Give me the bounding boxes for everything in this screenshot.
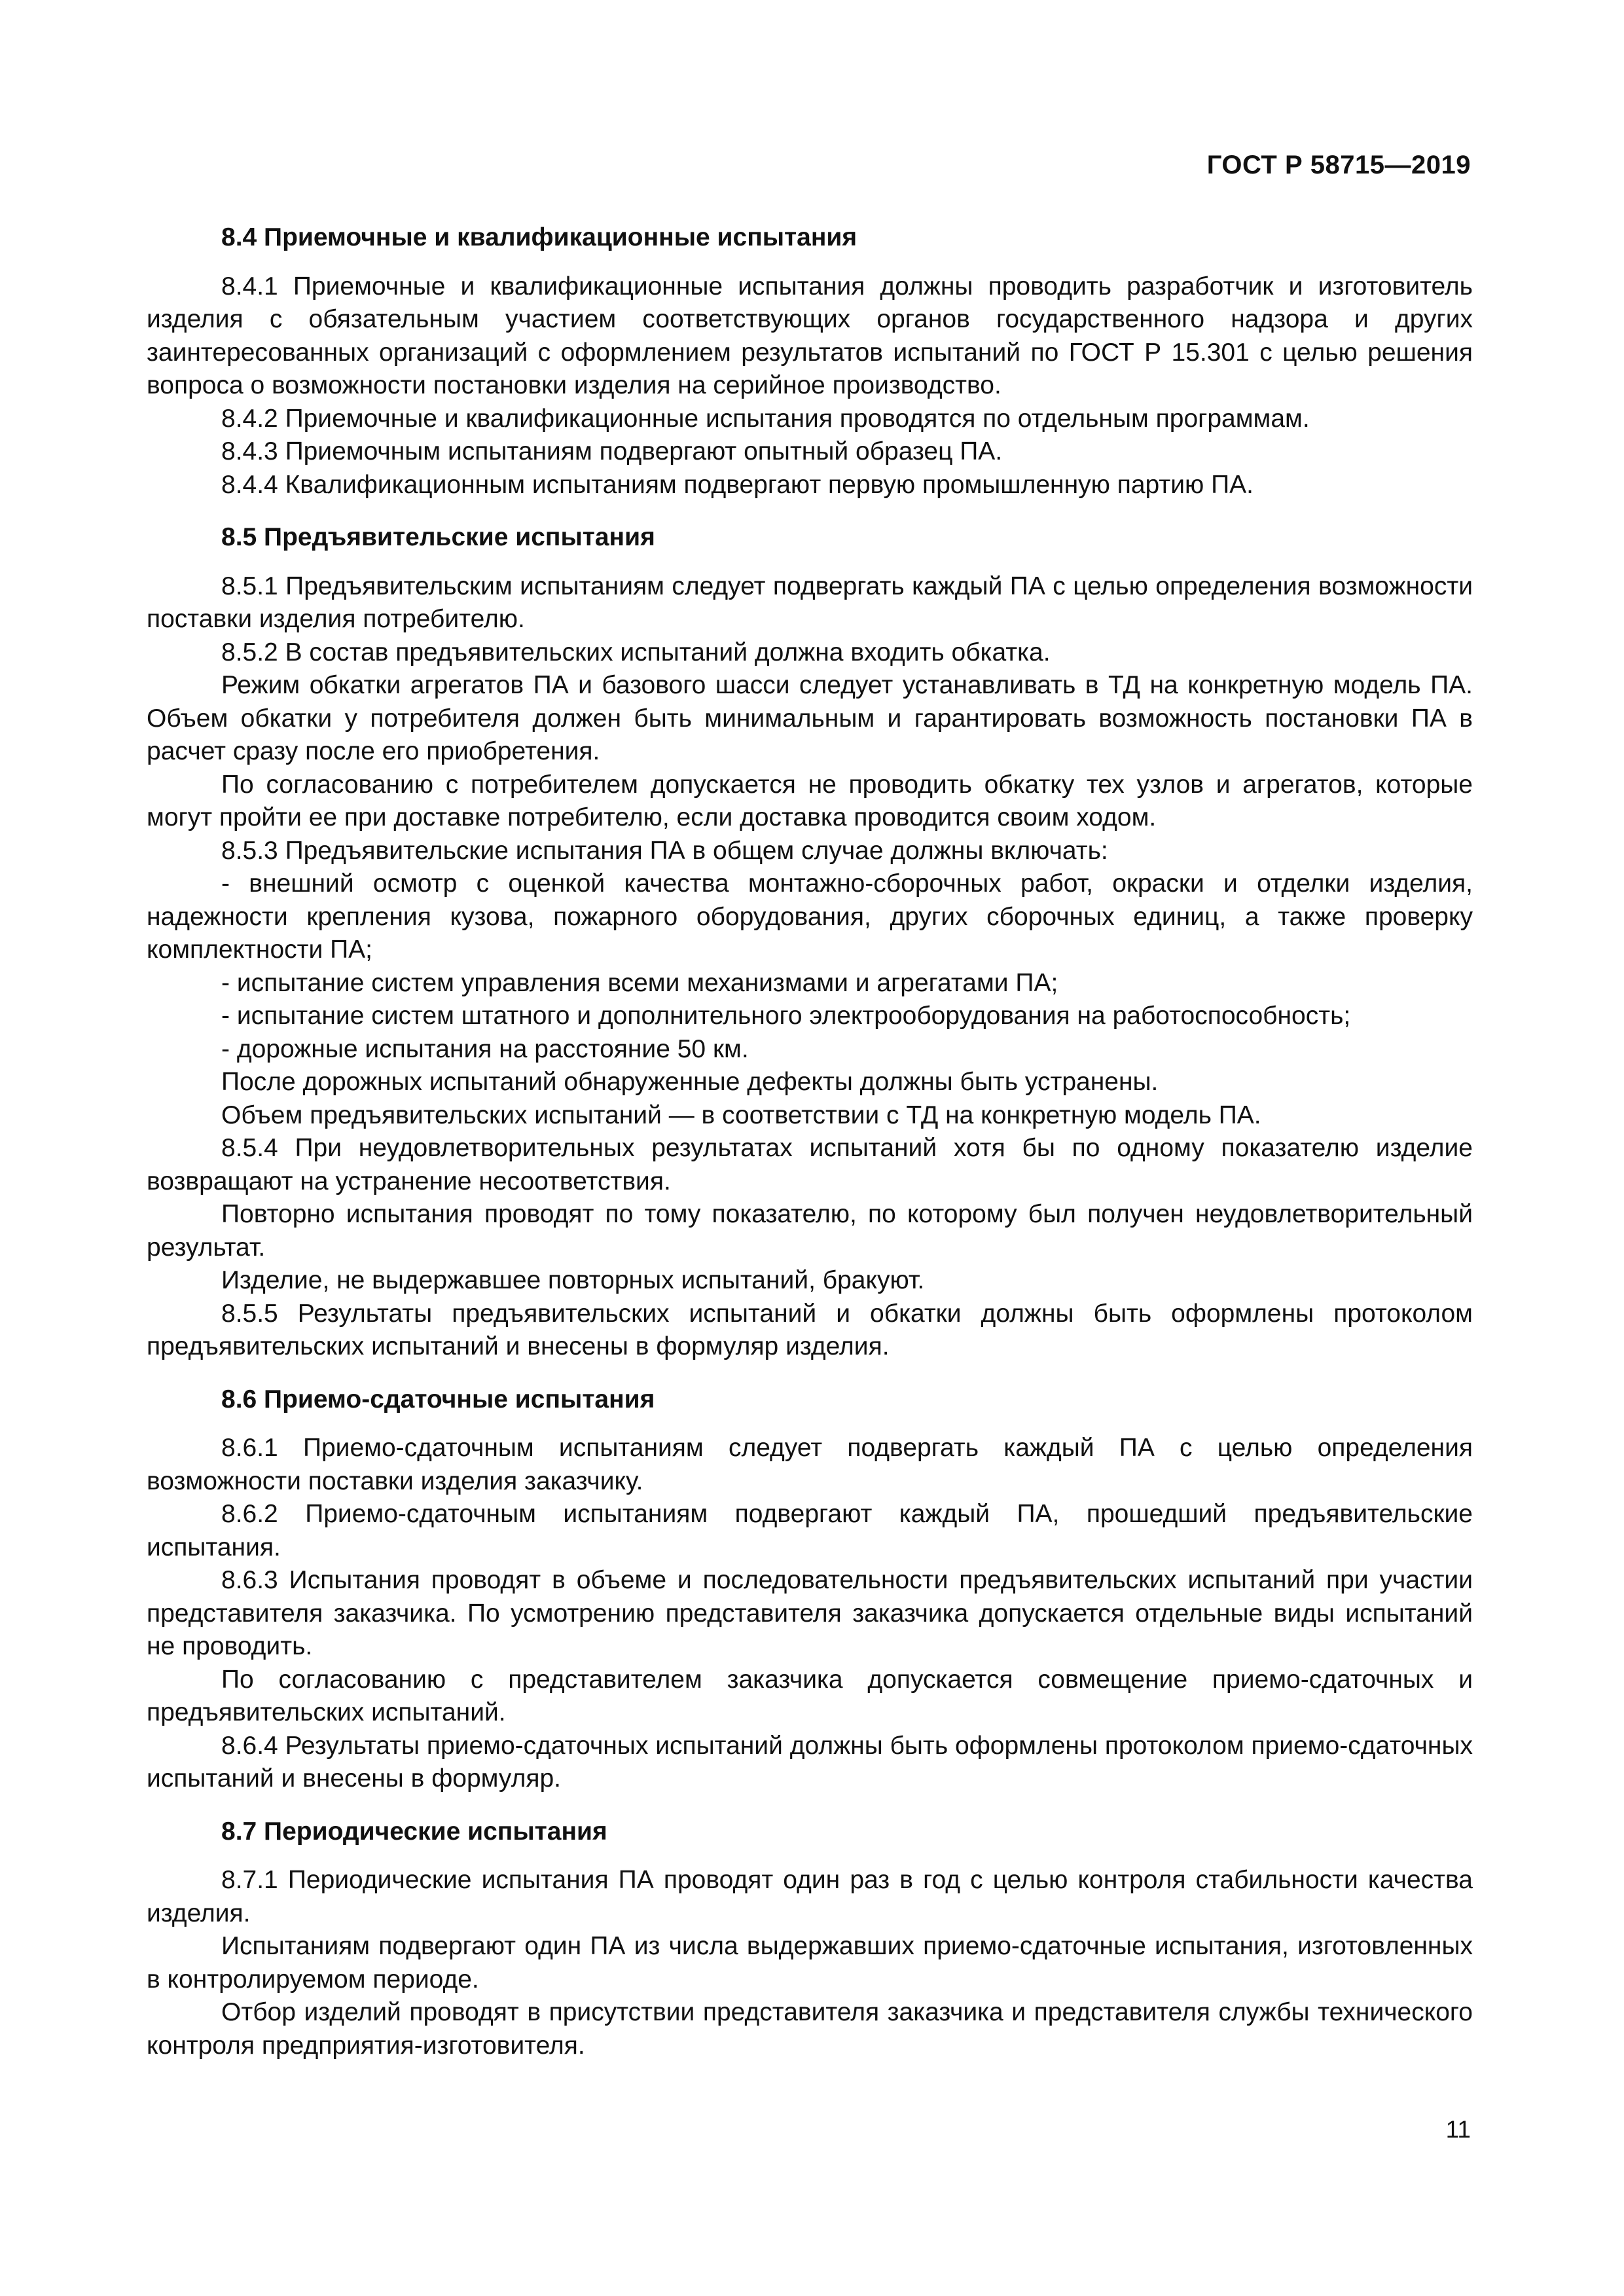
paragraph: Изделие, не выдержавшее повторных испытаний, бракуют. bbox=[221, 1266, 925, 1294]
document-body bbox=[147, 221, 1473, 2062]
list-item: - испытание систем управления всеми механизмами и агрегатами ПА; bbox=[221, 968, 1058, 997]
paragraph: Отбор изделий проводят в присутствии представителя заказчика и представителя службы технического контроля предприятия-изготовителя. bbox=[147, 1998, 1473, 2060]
paragraph: 8.6.3 Испытания проводят в объеме и последовательности предъявительских испытаний при участии представителя заказчика. По усмотрению представителя заказчика допускается отдельные виды испытаний не проводить. bbox=[147, 1566, 1473, 1660]
paragraph: 8.5.4 При неудовлетворительных результатах испытаний хотя бы по одному показателю изделие возвращают на устранение несоответствия. bbox=[147, 1134, 1473, 1195]
paragraph: 8.5.2 В состав предъявительских испытаний должна входить обкатка. bbox=[221, 638, 1051, 666]
section-heading: 8.6 Приемо-сдаточные испытания bbox=[221, 1385, 655, 1413]
document-id: ГОСТ Р 58715—2019 bbox=[1206, 151, 1471, 179]
paragraph: 8.4.4 Квалификационным испытаниям подвергают первую промышленную партию ПА. bbox=[221, 470, 1254, 499]
section-8-4 bbox=[147, 221, 1473, 501]
paragraph: 8.4.1 Приемочные и квалификационные испытания должны проводить разработчик и изготовитель изделия с обязательным участием соответствующих органов государственного надзора и других заинтересованных организаций с оформлением результатов испытаний по ГОСТ Р 15.301 с целью решения вопроса о возможности постановки изделия на серийное производство. bbox=[147, 272, 1473, 399]
section-heading: 8.5 Предъявительские испытания bbox=[221, 523, 655, 551]
paragraph: 8.6.2 Приемо-сдаточным испытаниям подвергают каждый ПА, прошедший предъявительские испытания. bbox=[147, 1500, 1473, 1561]
paragraph: 8.6.1 Приемо-сдаточным испытаниям следует подвергать каждый ПА с целью определения возможности поставки изделия заказчику. bbox=[147, 1434, 1473, 1495]
page-number: 11 bbox=[1445, 2116, 1471, 2143]
section-heading: 8.7 Периодические испытания bbox=[221, 1817, 607, 1846]
paragraph: Испытаниям подвергают один ПА из числа выдержавших приемо-сдаточные испытания, изготовленных в контролируемом периоде. bbox=[147, 1932, 1473, 1994]
list-item: - испытание систем штатного и дополнительного электрооборудования на работоспособность; bbox=[221, 1002, 1351, 1030]
paragraph: 8.4.3 Приемочным испытаниям подвергают опытный образец ПА. bbox=[221, 437, 1003, 465]
paragraph: 8.5.1 Предъявительским испытаниям следует подвергать каждый ПА с целью определения возможности поставки изделия потребителю. bbox=[147, 572, 1473, 633]
paragraph: По согласованию с потребителем допускается не проводить обкатку тех узлов и агрегатов, которые могут пройти ее при доставке потребителю, если доставка проводится своим ходом. bbox=[147, 770, 1473, 831]
section-8-6 bbox=[147, 1383, 1473, 1796]
paragraph: 8.5.3 Предъявительские испытания ПА в общем случае должны включать: bbox=[221, 836, 1108, 865]
list-item: - дорожные испытания на расстояние 50 км. bbox=[221, 1034, 749, 1063]
paragraph: 8.5.5 Результаты предъявительских испытаний и обкатки должны быть оформлены протоколом предъявительских испытаний и внесены в формуляр изделия. bbox=[147, 1299, 1473, 1360]
paragraph: По согласованию с представителем заказчика допускается совмещение приемо-сдаточных и предъявительских испытаний. bbox=[147, 1665, 1473, 1726]
section-heading: 8.4 Приемочные и квалификационные испытания bbox=[221, 223, 857, 251]
paragraph: После дорожных испытаний обнаруженные дефекты должны быть устранены. bbox=[221, 1068, 1159, 1096]
section-8-7 bbox=[147, 1815, 1473, 2063]
paragraph: 8.4.2 Приемочные и квалификационные испытания проводятся по отдельным программам. bbox=[221, 404, 1310, 433]
paragraph: 8.7.1 Периодические испытания ПА проводят один раз в год с целью контроля стабильности качества изделия. bbox=[147, 1866, 1473, 1927]
list-item: - внешний осмотр с оценкой качества монтажно-сборочных работ, окраски и отделки изделия, надежности крепления кузова, пожарного оборудования, других сборочных единиц, а также проверку комплектности ПА; bbox=[147, 869, 1473, 964]
paragraph: Повторно испытания проводят по тому показателю, по которому был получен неудовлетворительный результат. bbox=[147, 1200, 1473, 1262]
section-8-5 bbox=[147, 521, 1473, 1364]
paragraph: 8.6.4 Результаты приемо-сдаточных испытаний должны быть оформлены протоколом приемо-сдаточных испытаний и внесены в формуляр. bbox=[147, 1731, 1473, 1793]
paragraph: Режим обкатки агрегатов ПА и базового шасси следует устанавливать в ТД на конкретную модель ПА. Объем обкатки у потребителя должен быть минимальным и гарантировать возможность постановки ПА в расчет сразу после его приобретения. bbox=[147, 671, 1473, 765]
paragraph: Объем предъявительских испытаний — в соответствии с ТД на конкретную модель ПА. bbox=[221, 1101, 1261, 1129]
